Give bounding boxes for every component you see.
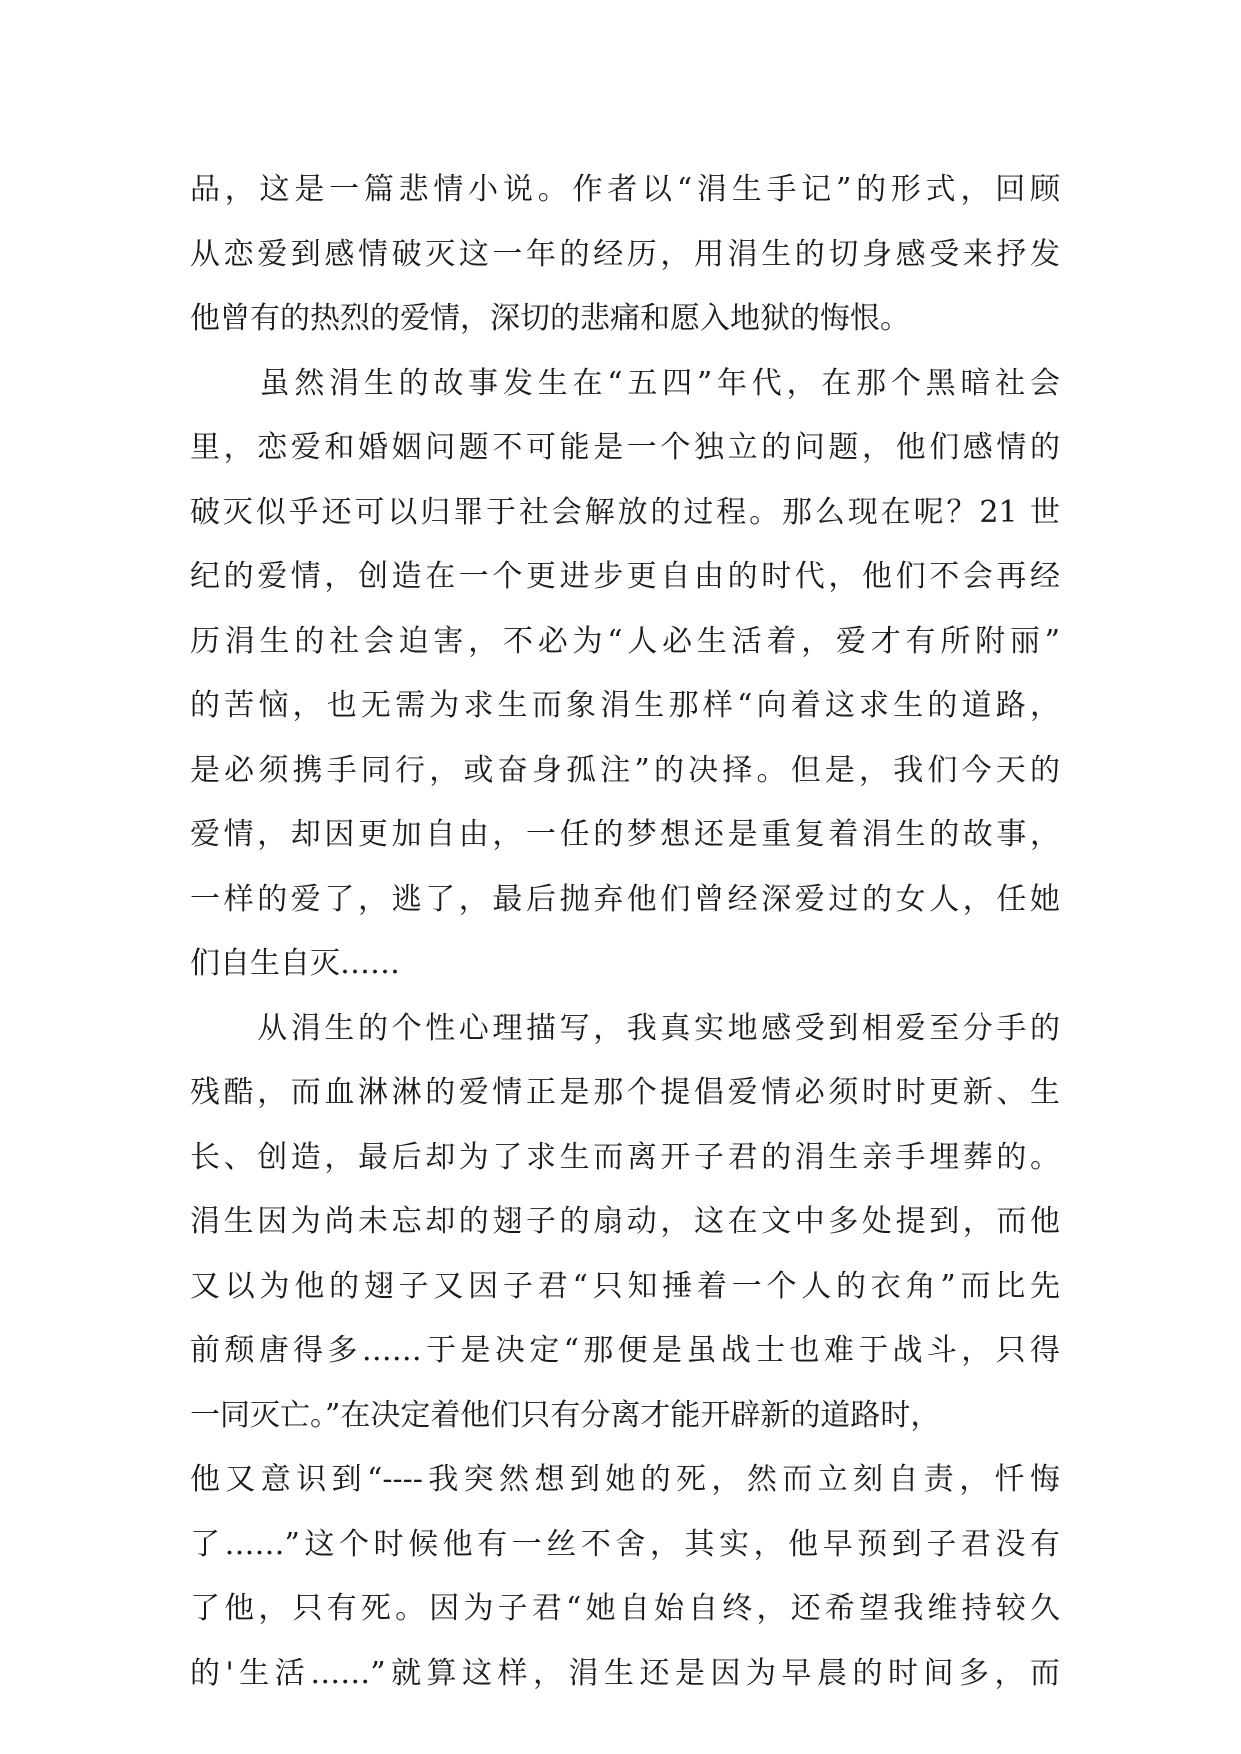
text-line: 又以为他的翅子又因子君“只知捶着一个人的衣角”而比先 (190, 1268, 1060, 1304)
text-line: 一同灭亡。”在决定着他们只有分离才能开辟新的道路时， (190, 1397, 941, 1433)
text-line: 涓生因为尚未忘却的翅子的扇动，这在文中多处提到，而他 (190, 1204, 1060, 1239)
text-line: 前颓唐得多……于是决定“那便是虽战士也难于战斗，只得 (190, 1333, 1060, 1368)
text-line: 了……”这个时候他有一丝不舍，其实，他早预到子君没有 (190, 1526, 1060, 1562)
text-line: 一样的爱了，逃了，最后抛弃他们曾经深爱过的女人，任她 (190, 881, 1060, 917)
text-line: 是必须携手同行，或奋身孤注”的决择。但是，我们今天的 (190, 752, 1060, 788)
text-line: 品，这是一篇悲情小说。作者以“涓生手记”的形式，回顾 (190, 172, 1060, 207)
text-line: 残酷，而血淋淋的爱情正是那个提倡爱情必须时时更新、生 (190, 1075, 1060, 1110)
text-line: 爱情，却因更加自由，一任的梦想还是重复着涓生的故事， (190, 817, 1060, 852)
text-line: 历涓生的社会迫害，不必为“人必生活着，爱才有所附丽” (190, 623, 1060, 659)
text-line: 虽然涓生的故事发生在“五四”年代，在那个黑暗社会 (190, 365, 1060, 401)
text-line: 们自生自灭…… (190, 946, 400, 981)
text-line: 他又意识到“----我突然想到她的死，然而立刻自责，忏悔 (190, 1462, 1060, 1497)
text-line: 的苦恼，也无需为求生而象涓生那样“向着这求生的道路， (190, 688, 1060, 723)
text-line: 里，恋爱和婚姻问题不可能是一个独立的问题，他们感情的 (190, 430, 1060, 465)
text-line: 纪的爱情，创造在一个更进步更自由的时代，他们不会再经 (190, 559, 1060, 594)
text-line: 破灭似乎还可以归罪于社会解放的过程。那么现在呢？21 世 (190, 494, 1060, 530)
text-line: 了他，只有死。因为子君“她自始自终，还希望我维持较久 (190, 1591, 1060, 1626)
text-line: 从涓生的个性心理描写，我真实地感受到相爱至分手的 (190, 1010, 1060, 1046)
text-line: 他曾有的热烈的爱情，深切的悲痛和愿入地狱的悔恨。 (190, 301, 910, 336)
document-page (190, 158, 1060, 1706)
text-line: 从恋爱到感情破灭这一年的经历，用涓生的切身感受来抒发 (190, 236, 1060, 272)
text-line: 长、创造，最后却为了求生而离开子君的涓生亲手埋葬的。 (190, 1139, 1060, 1175)
text-line: 的'生活……”就算这样，涓生还是因为早晨的时间多，而 (190, 1655, 1060, 1691)
